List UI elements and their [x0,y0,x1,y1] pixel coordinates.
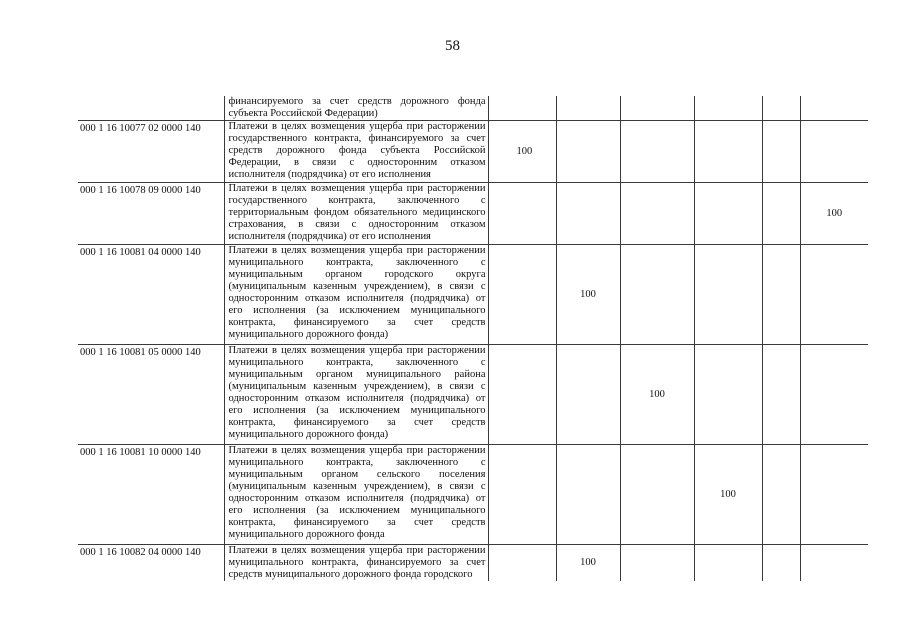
value-cell-col-5 [762,545,800,582]
budget-code: 000 1 16 10082 04 0000 140 [78,545,224,582]
table-row [78,96,868,121]
value-cell-col-6 [800,183,868,245]
value-cell-col-6 [800,445,868,545]
value-cell-col-3 [620,183,694,245]
value-cell-col-2 [556,345,620,445]
value-cell-col-3 [620,121,694,183]
budget-code: 000 1 16 10081 10 0000 140 [78,445,224,545]
value-cell-col-3 [620,545,694,582]
value-cell-col-3 [620,445,694,545]
budget-code: 000 1 16 10078 09 0000 140 [78,183,224,245]
value-cell-col-3 [620,345,694,445]
value-text: 100 [649,388,665,400]
revenue-description: финансируемого за счет средств дорожного фонда субъекта Российской Федерации) [224,96,488,121]
revenue-description: Платежи в целях возмещения ущерба при расторжении государственного контракта, финансируемого за счет средств дорожного фонда субъекта Российской Федерации, в связи с односторонним отказом исполнителя (подрядчика) от его исполнения [224,121,488,183]
value-cell-col-5 [762,183,800,245]
value-cell-col-6 [800,121,868,183]
value-cell-col-2 [556,96,620,121]
value-cell-col-1 [488,445,556,545]
value-text: 100 [826,207,843,219]
table-row [78,183,868,245]
value-cell-col-6 [800,345,868,445]
value-cell-col-4 [694,183,762,245]
value-cell-col-2 [556,545,620,582]
value-cell-col-4 [694,545,762,582]
revenue-description: Платежи в целях возмещения ущерба при расторжении государственного контракта, заключенного с территориальным фондом обязательного медицинского страхования, в связи с односторонним отказом исполнителя (подрядчика) от его исполнения [224,183,488,245]
value-cell-col-1 [488,245,556,345]
revenue-description: Платежи в целях возмещения ущерба при расторжении муниципального контракта, финансируемого за счет средств муниципального дорожного фонда городского [224,545,488,582]
value-cell-col-5 [762,96,800,121]
revenue-description: Платежи в целях возмещения ущерба при расторжении муниципального контракта, заключенного с муниципальным органом сельского поселения (муниципальным казенным учреждением), в связи с односторонним отказом исполнителя (подрядчика) от его исполнения (за исключением муниципального контракта, финансируемого за счет средств муниципального дорожного фонда [224,445,488,545]
value-cell-col-3 [620,245,694,345]
table-row [78,345,868,445]
value-cell-col-1 [488,183,556,245]
value-cell-col-1 [488,345,556,445]
value-cell-col-1 [488,545,556,582]
value-cell-col-1 [488,121,556,183]
budget-code: 000 1 16 10081 05 0000 140 [78,345,224,445]
value-cell-col-4 [694,345,762,445]
value-cell-col-2 [556,183,620,245]
table-row [78,121,868,183]
value-cell-col-4 [694,445,762,545]
budget-classification-table [78,96,868,581]
page-number: 58 [445,38,460,54]
table-row [78,545,868,582]
value-cell-col-5 [762,445,800,545]
value-cell-col-6 [800,245,868,345]
value-cell-col-2 [556,245,620,345]
value-text: 100 [580,557,596,568]
value-cell-col-2 [556,445,620,545]
value-text: 100 [720,488,736,500]
value-text: 100 [580,288,596,300]
value-cell-col-1 [488,96,556,121]
budget-code: 000 1 16 10081 04 0000 140 [78,245,224,345]
value-text: 100 [516,145,533,157]
table-row [78,445,868,545]
value-cell-col-6 [800,545,868,582]
value-cell-col-4 [694,96,762,121]
revenue-description: Платежи в целях возмещения ущерба при расторжении муниципального контракта, заключенного с муниципальным органом городского округа (муниципальным казенным учреждением), в связи с односторонним отказом исполнителя (подрядчика) от его исполнения (за исключением муниципального контракта, финансируемого за счет средств муниципального дорожного фонда) [224,245,488,345]
value-cell-col-4 [694,121,762,183]
value-cell-col-2 [556,121,620,183]
revenue-description: Платежи в целях возмещения ущерба при расторжении муниципального контракта, заключенного с муниципальным органом муниципального района (муниципальным казенным учреждением), в связи с односторонним отказом исполнителя (подрядчика) от его исполнения (за исключением муниципального контракта, финансируемого за счет средств муниципального дорожного фонда) [224,345,488,445]
value-cell-col-5 [762,345,800,445]
budget-code: 000 1 16 10077 02 0000 140 [78,121,224,183]
value-cell-col-6 [800,96,868,121]
value-cell-col-4 [694,245,762,345]
value-cell-col-5 [762,245,800,345]
value-cell-col-3 [620,96,694,121]
budget-code [78,96,224,121]
table-row [78,245,868,345]
value-cell-col-5 [762,121,800,183]
